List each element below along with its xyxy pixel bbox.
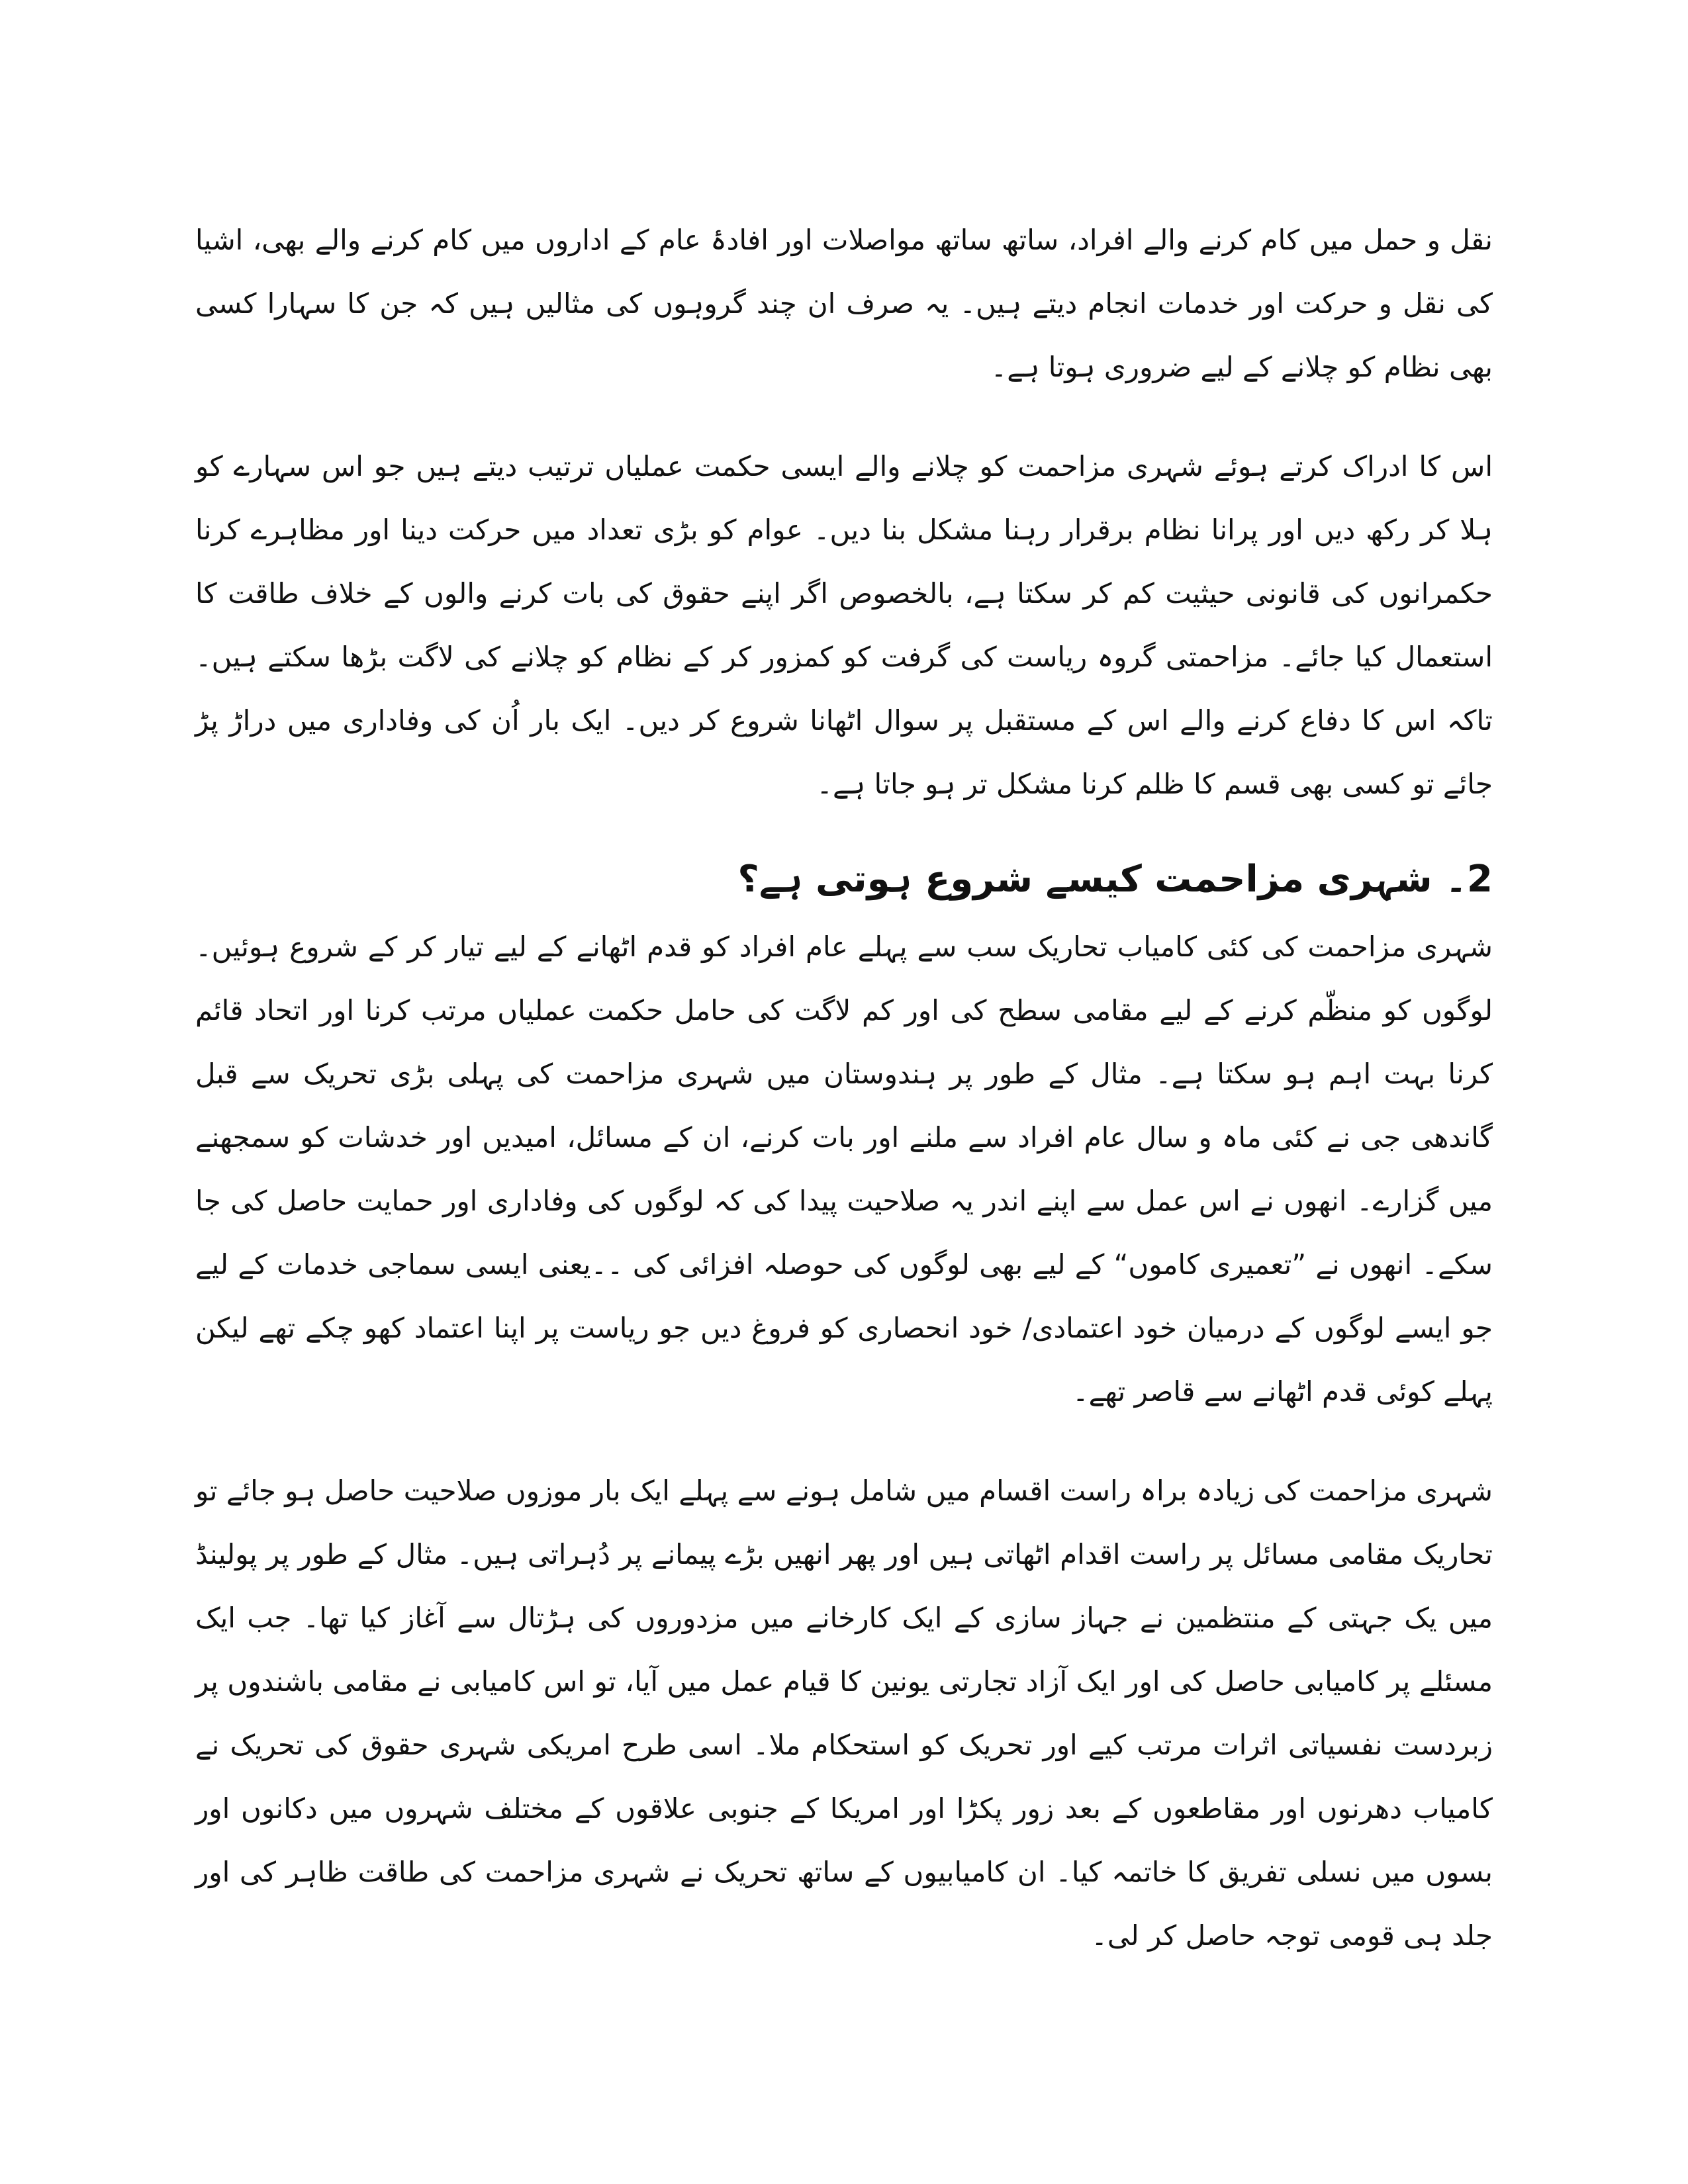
document-body [195, 208, 1493, 2003]
paragraph-transport-workers: نقل و حمل میں کام کرنے والے افراد، ساتھ ساتھ مواصلات اور افادۂ عام کے اداروں میں کام کرنے والے بھی، اشیا کی نقل و حرکت اور خدمات انجام دیتے ہیں۔ یہ صرف ان چند گروہوں کی مثالیں ہیں کہ جن کا سہارا کسی بھی نظام کو چلانے کے لیے ضروری ہوتا ہے۔ [195, 224, 1493, 383]
paragraph-direct-action: شہری مزاحمت کی زیادہ براہ راست اقسام میں شامل ہونے سے پہلے ایک بار موزوں صلاحیت حاصل ہو جائے تو تحاریک مقامی مسائل پر راست اقدام اٹھاتی ہیں اور پھر انھیں بڑے پیمانے پر دُہراتی ہیں۔ مثال کے طور پر پولینڈ میں یک جہتی کے منتظمین نے جہاز سازی کے ایک کارخانے میں مزدوروں کی ہڑتال سے آغاز کیا تھا۔ جب ایک مسئلے پر کامیابی حاصل کی اور ایک آزاد تجارتی یونین کا قیام عمل میں آیا، تو اس کامیابی نے مقامی باشندوں پر زبردست نفسیاتی اثرات مرتب کیے اور تحریک کو استحکام ملا۔ اسی طرح امریکی شہری حقوق کی تحریک نے کامیاب دھرنوں اور مقاطعوں کے بعد زور پکڑا اور امریکا کے جنوبی علاقوں کے مختلف شہروں میں دکانوں اور بسوں میں نسلی تفریق کا خاتمہ کیا۔ ان کامیابیوں کے ساتھ تحریک نے شہری مزاحمت کی طاقت ظاہر کی اور جلد ہی قومی توجہ حاصل کر لی۔ [195, 1475, 1493, 1952]
paragraph-civil-resistance-strategy: اس کا ادراک کرتے ہوئے شہری مزاحمت کو چلانے والے ایسی حکمت عملیاں ترتیب دیتے ہیں جو اس سہارے کو ہلا کر رکھ دیں اور پرانا نظام برقرار رہنا مشکل بنا دیں۔ عوام کو بڑی تعداد میں حرکت دینا اور مظاہرے کرنا حکمرانوں کی قانونی حیثیت کم کر سکتا ہے، بالخصوص اگر اپنے حقوق کی بات کرنے والوں کے خلاف طاقت کا استعمال کیا جائے۔ مزاحمتی گروہ ریاست کی گرفت کو کمزور کر کے نظام کو چلانے کی لاگت بڑھا سکتے ہیں۔ تاکہ اس کا دفاع کرنے والے اس کے مستقبل پر سوال اٹھانا شروع کر دیں۔ ایک بار اُن کی وفاداری میں دراڑ پڑ جائے تو کسی بھی قسم کا ظلم کرنا مشکل تر ہو جاتا ہے۔ [195, 450, 1493, 800]
paragraph-how-it-starts: شہری مزاحمت کی کئی کامیاب تحاریک سب سے پہلے عام افراد کو قدم اٹھانے کے لیے تیار کر کے شروع ہوئیں۔ لوگوں کو منظّم کرنے کے لیے مقامی سطح کی اور کم لاگت کی حامل حکمت عملیاں مرتب کرنا اور اتحاد قائم کرنا بہت اہم ہو سکتا ہے۔ مثال کے طور پر ہندوستان میں شہری مزاحمت کی پہلی بڑی تحریک سے قبل گاندھی جی نے کئی ماہ و سال عام افراد سے ملنے اور بات کرنے، ان کے مسائل، امیدیں اور خدشات کو سمجھنے میں گزارے۔ انھوں نے اس عمل سے اپنے اندر یہ صلاحیت پیدا کی کہ لوگوں کی وفاداری اور حمایت حاصل کی جا سکے۔ انھوں نے ”تعمیری کاموں“ کے لیے بھی لوگوں کی حوصلہ افزائی کی ۔۔یعنی ایسی سماجی خدمات کے لیے جو ایسے لوگوں کے درمیان خود اعتمادی/ خود انحصاری کو فروغ دیں جو ریاست پر اپنا اعتماد کھو چکے تھے لیکن پہلے کوئی قدم اٹھانے سے قاصر تھے۔ [195, 931, 1493, 1408]
section-heading: 2۔ شہری مزاحمت کیسے شروع ہوتی ہے؟ [737, 858, 1493, 901]
